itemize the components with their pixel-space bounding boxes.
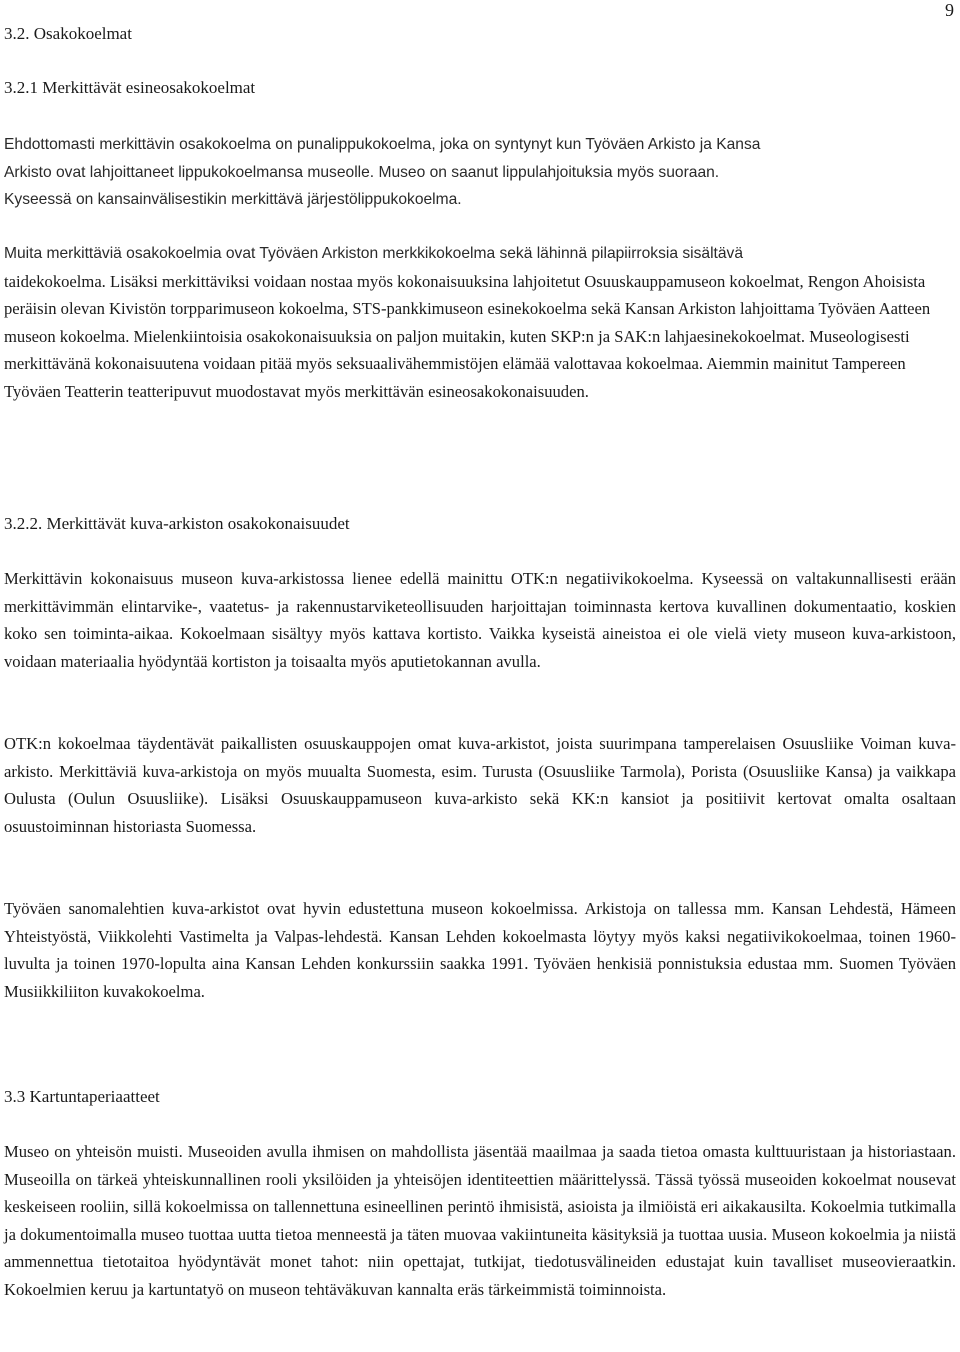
section-heading-3-3: 3.3 Kartuntaperiaatteet — [4, 1087, 160, 1106]
section-heading-3-2: 3.2. Osakokoelmat — [4, 24, 132, 43]
section-heading-3-2-2: 3.2.2. Merkittävät kuva-arkiston osakokonaisuudet — [4, 514, 350, 533]
paragraph-3-3: Museo on yhteisön muisti. Museoiden avulla ihmisen on mahdollista jäsentää maailmaa ja saada tietoa omasta kulttuuristaan ja historiastaan. Museoilla on tärkeä yhteiskunnallinen rooli yksilöiden ja yhteisöjen identiteettien määrittelyssä. Tässä työssä museoiden kokoelmat nousevat keskeiseen rooliin, sillä kokoelmissa on tallennettuna esineellinen perintö ihmisistä, asioista ja ilmiöistä eri aikakausilta. Kokoelmia tutkimalla ja dokumentoimalla museo tuottaa uutta tietoa menneestä ja täten muovaa vakiintuneita käsityksiä ja tuottaa uusia. Museon kokoelmia ja niistä ammennettua tietotaitoa hyödyntävät monet tahot: niin opettajat, tutkijat, tiedotusvälineiden edustajat kuin tavalliset museovieraatkin. Kokoelmien keruu ja kartuntatyö on museon tehtäväkuvan kannalta eräs tärkeimmistä toiminnoista. — [4, 1142, 956, 1299]
paragraph-3-2-2-b: OTK:n kokoelmaa täydentävät paikallisten osuuskauppojen omat kuva-arkistot, joista suurimpana tamperelaisen Osuusliike Voiman kuva-arkisto. Merkittäviä kuva-arkistoja on myös muualta Suomesta, esim. Turusta (Osuusliike Tarmola), Porista (Osuusliike Kansa) ja vaikkapa Oulusta (Oulun Osuusliike). Lisäksi Osuuskauppamuseon kuva-arkisto sekä KK:n kansiot ja positiivit kertovat omalta osaltaan osuustoiminnan historiasta Suomessa. — [4, 734, 956, 836]
paragraph-line: Kyseessä on kansainvälisestikin merkittävä järjestölippukokoelma. — [4, 191, 462, 208]
section-heading-3-2-1: 3.2.1 Merkittävät esineosakokoelmat — [4, 78, 256, 97]
paragraph-line: Arkisto ovat lahjoittaneet lippukokoelmansa museolle. Museo on saanut lippulahjoituksia myös suoraan. — [4, 163, 720, 181]
paragraph-3-2-1-b — [4, 240, 956, 405]
paragraph-line: Muita merkittäviä osakokoelmia ovat Työväen Arkiston merkkikokoelma sekä lähinnä pilapiirroksia sisältävä — [4, 245, 744, 262]
paragraph-3-2-1-a — [4, 131, 956, 214]
paragraph-3-2-2-a: Merkittävin kokonaisuus museon kuva-arkistossa lienee edellä mainittu OTK:n negatiivikokoelma. Kyseessä on valtakunnallisesti erään merkittävimmän elintarvike-, vaatetus- ja rakennustarviketeollisuuden harjoittajan toiminnasta kertova kuvallinen dokumentaatio, koskien koko sen toiminta-aikaa. Kokoelmaan sisältyy myös kattava kortisto. Vaikka kyseistä aineistoa ei ole vielä viety museon kuva-arkistoon, voidaan materiaalia hyödyntää kortiston ja toisaalta myös aputietokannan avulla. — [4, 569, 956, 671]
paragraph-text: taidekokoelma. Lisäksi merkittäviksi voidaan nostaa myös kokonaisuuksina lahjoitetut Osuuskauppamuseon kokoelmat, Rengon Ahoisista peräisin olevan Kivistön torpparimuseon kokoelma, STS-pankkimuseon esinekokoelma sekä Kansan Arkiston lahjoittama Työväen Aatteen museon kokoelma. Mielenkiintoisia osakokonaisuuksia on paljon muitakin, kuten SKP:n ja SAK:n lahjaesinekokoelmat. Museologisesti merkittävänä kokonaisuutena voidaan pitää myös seksuaalivähemmistöjen elämää valottavaa kokoelmaa. Aiemmin mainitut Tampereen Työväen Teatterin teatteripuvut muodostavat myös merkittävän esineosakokonaisuuden. — [4, 271, 931, 401]
paragraph-line: Ehdottomasti merkittävin osakokoelma on punalippukokoelma, joka on syntynyt kun Työväen Arkisto ja Kansa — [4, 136, 761, 153]
page-number: 9 — [945, 0, 954, 20]
paragraph-3-2-2-c: Työväen sanomalehtien kuva-arkistot ovat hyvin edustettuna museon kokoelmissa. Arkistoja on tallessa mm. Kansan Lehdestä, Hämeen Yhteistyöstä, Viikkolehti Vastimelta ja Valpas-lehdestä. Kansan Lehden kokoelmasta löytyy myös kaksi negatiivikokoelmaa, toinen 1960-luvulta ja toinen 1970-lopulta aina Kansan Lehden konkurssiin saakka 1991. Työväen henkisiä ponnistuksia edustaa mm. Suomen Työväen Musiikkiliiton kuvakokoelma. — [4, 899, 956, 1001]
